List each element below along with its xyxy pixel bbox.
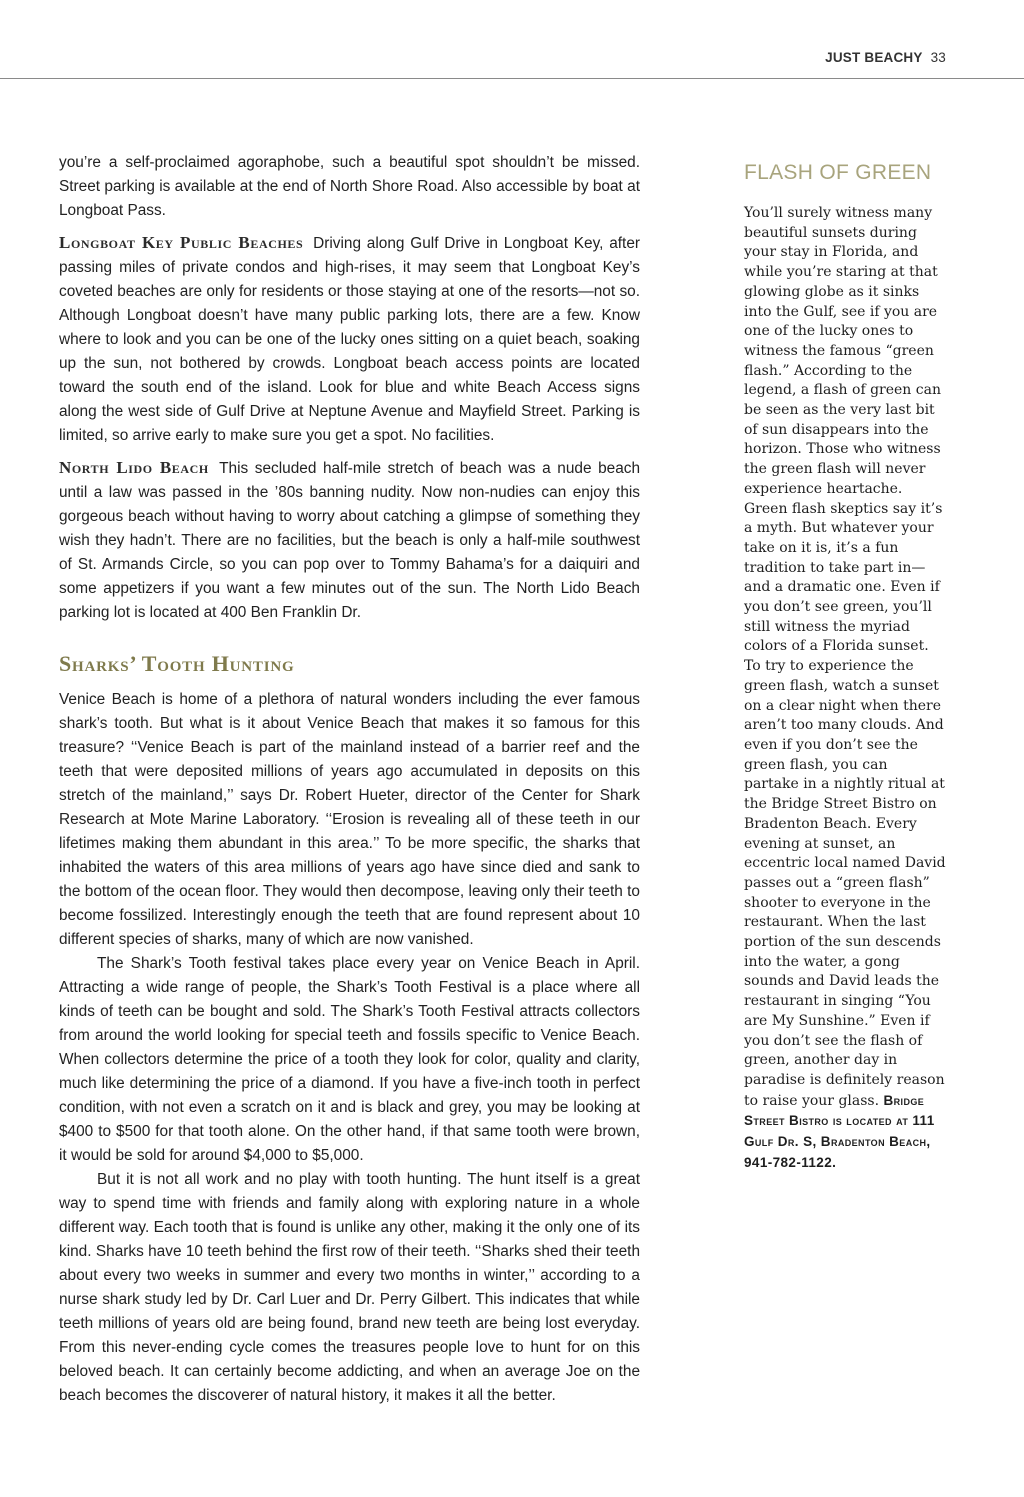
north-lido-paragraph [59, 456, 640, 625]
sharks-tooth-heading: Sharks’ Tooth Hunting [59, 651, 295, 676]
longboat-paragraph [59, 231, 640, 448]
page-number: 33 [930, 50, 946, 65]
sidebar-address: Bridge Street Bistro is located at 111 Gulf Dr. S, Bradenton Beach, 941-782-1122. [744, 1092, 935, 1170]
longboat-text: Driving along Gulf Drive in Longboat Key, after passing miles of private condos and high-rises, it may seem that Longboat Key’s coveted beaches are only for residents or those staying at one of the resorts—not so. Although Longboat doesn’t have many public parking lots, there are a few. Know where to look and you can be one of the lucky ones sitting on a quiet beach, soaking up the sun, not bothered by crowds. Longboat beach access points are located toward the south end of the island. Look for blue and white Beach Access signs along the west side of Gulf Drive at Neptune Avenue and Mayfield Street. Parking is limited, so arrive early to make sure you get a spot. No facilities. [59, 235, 641, 444]
intro-paragraph: you’re a self-proclaimed agoraphobe, such a beautiful spot shouldn’t be missed. Street parking is available at the end of North Shore Road. Also accessible by boat at Longboat Pass. [59, 154, 640, 219]
sharks-paragraph-1: Venice Beach is home of a plethora of natural wonders including the ever famous shark’s tooth. But what is it about Venice Beach that makes it so famous for this treasure? ‘‘Venice Beach is part of the mainland instead of a barrier reef and the teeth that were deposited millions of years ago accumulated in deposits on this stretch of the mainland,’’ says Dr. Robert Hueter, director of the Center for Shark Research at Mote Marine Laboratory. ‘‘Erosion is revealing all of these teeth in our lifetimes making them abundant in this area.’’ To be more specific, the sharks that inhabited the waters of this area millions of years ago have since died and sank to the bottom of the ocean floor. They would then decompose, leaving only their teeth to become fossilized. Interestingly enough the teeth that are found represent about 10 different species of sharks, many of which are now vanished. [59, 691, 640, 948]
running-head-section: JUST BEACHY [825, 50, 923, 65]
sidebar-flash-of-green [744, 158, 946, 1173]
sharks-paragraph-3: But it is not all work and no play with tooth hunting. The hunt itself is a great way to spend time with friends and family along with exploring nature in a whole different way. Each tooth that is found is unlike any other, making it the only one of its kind. Sharks have 10 teeth behind the first row of their teeth. ‘‘Sharks shed their teeth about every two weeks in summer and every two months in winter,’’ according to a nurse shark study led by Dr. Carl Luer and Dr. Perry Gilbert. This indicates that while teeth millions of years old are being found, brand new teeth are being lost everyday. From this never-ending cycle comes the treasures people love to hunt for on this beloved beach. It can certainly become addicting, and when an average Joe on the beach becomes the discoverer of natural history, it makes it all the better. [59, 1171, 640, 1404]
main-column [59, 151, 640, 1408]
sidebar-paragraph [744, 204, 946, 1173]
north-lido-text: This secluded half-mile stretch of beach was a nude beach until a law was passed in the ’80s banning nudity. Now non-nudies can enjoy this gorgeous beach without having to worry about catching a glimpse of something they wish they hadn’t. There are no facilities, but the beach is only a half-mile southwest of St. Armands Circle, so you can pop over to Tommy Bahama’s for a daiquiri and some appetizers if you want a few minutes out of the sun. The North Lido Beach parking lot is located at 400 Ben Franklin Dr. [59, 460, 641, 621]
header-rule [0, 78, 1024, 79]
running-head [825, 50, 946, 65]
sidebar-title: FLASH OF GREEN [744, 161, 932, 184]
north-lido-heading: North Lido Beach [59, 458, 209, 477]
sharks-paragraph-2: The Shark’s Tooth festival takes place every year on Venice Beach in April. Attracting a wide range of people, the Shark’s Tooth Festival is a place where all kinds of teeth can be bought and sold. The Shark’s Tooth Festival attracts collectors from around the world looking for special teeth and fossils specific to Venice Beach. When collectors determine the price of a tooth they look for color, quality and clarity, much like determining the price of a diamond. If you have a five-inch tooth in perfect condition, with not even a scratch on it and is black and grey, you may be looking at $400 to $500 for that tooth alone. On the other hand, if that same tooth were brown, it would be sold for around $4,000 to $5,000. [59, 955, 640, 1164]
longboat-heading: Longboat Key Public Beaches [59, 233, 304, 252]
sidebar-text: You’ll surely witness many beautiful sunsets during your stay in Florida, and while you’re staring at that glowing globe as it sinks into the Gulf, see if you are one of the lucky ones to witness the famous “green flash.” According to the legend, a flash of green can be seen as the very last bit of sun disappears into the horizon. Those who witness the green flash will never experience heartache. Green flash skeptics say it’s a myth. But whatever your take on it is, it’s a fun tradition to take part in—and a dramatic one. Even if you don’t see green, you’ll still witness the myriad colors of a Florida sunset. To try to experience the green flash, watch a sunset on a clear night when there aren’t too many clouds. And even if you don’t see the green flash, you can partake in a nightly ritual at the Bridge Street Bistro on Bradenton Beach. Every evening at sunset, an eccentric local named David passes out a “green flash” shooter to everyone in the restaurant. When the last portion of the sun descends into the water, a gong sounds and David leads the restaurant in singing “You are My Sunshine.” Even if you don’t see the flash of green, another day in paradise is definitely reason to raise your glass. [744, 205, 946, 1109]
